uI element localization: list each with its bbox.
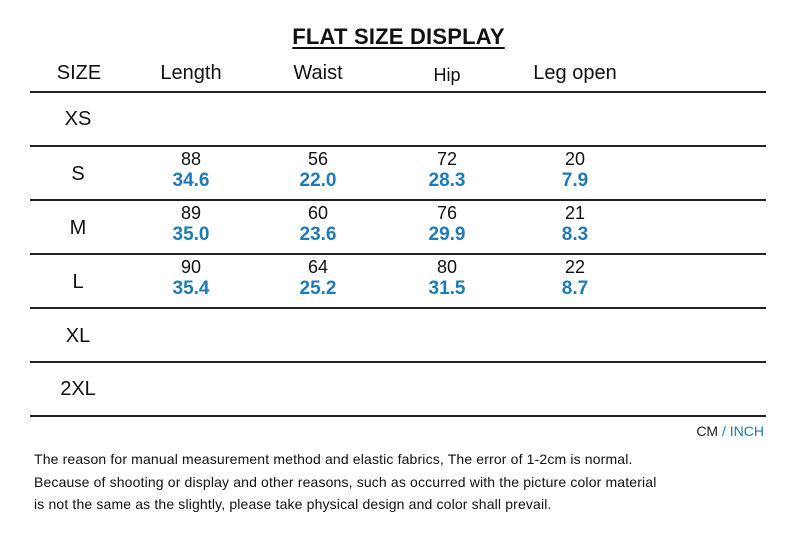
value-inch: 8.3	[561, 224, 589, 245]
cell-waist	[300, 257, 337, 300]
cell-waist	[300, 203, 337, 246]
cell-leg-open	[562, 203, 588, 246]
unit-separator: /	[718, 423, 730, 439]
column-header-size: SIZE	[56, 62, 102, 84]
cell-hip	[429, 149, 466, 192]
disclaimer-note	[34, 448, 774, 516]
value-inch: 35.4	[172, 278, 210, 299]
cell-length	[173, 149, 210, 192]
value-inch: 34.6	[172, 170, 210, 191]
cell-waist	[300, 149, 337, 192]
value-cm: 21	[564, 203, 586, 223]
unit-cm-label: CM	[696, 423, 719, 439]
value-cm: 22	[564, 257, 586, 277]
value-inch: 8.7	[561, 278, 589, 299]
size-label: XL	[65, 325, 91, 347]
chart-title: FLAT SIZE DISPLAY	[292, 24, 505, 49]
table-row-m	[30, 200, 766, 253]
value-inch: 28.3	[428, 170, 466, 191]
table-rule	[30, 415, 766, 417]
value-inch: 7.9	[561, 170, 589, 191]
size-label: S	[71, 163, 85, 185]
unit-legend	[696, 423, 764, 439]
table-row-s	[30, 146, 766, 199]
value-inch: 23.6	[299, 224, 337, 245]
value-cm: 80	[436, 257, 458, 277]
cell-hip	[429, 203, 466, 246]
cell-leg-open	[562, 149, 588, 192]
table-row-xl	[30, 308, 766, 361]
cell-length	[173, 203, 210, 246]
note-line: is not the same as the slightly, please take physical design and color shall prevail.	[34, 496, 552, 512]
value-inch: 31.5	[428, 278, 466, 299]
table-row-xs	[30, 92, 766, 145]
value-cm: 60	[307, 203, 329, 223]
cell-hip	[429, 257, 466, 300]
table-row-l	[30, 254, 766, 307]
size-label: XS	[64, 108, 92, 130]
note-line: Because of shooting or display and other reasons, such as occurred with the picture color material	[34, 473, 657, 490]
value-cm: 64	[307, 257, 329, 277]
table-row-2xl	[30, 362, 766, 415]
value-inch: 35.0	[172, 224, 210, 245]
value-cm: 76	[436, 203, 458, 223]
value-cm: 20	[564, 149, 586, 169]
value-inch: 22.0	[299, 170, 337, 191]
column-header-length: Length	[160, 62, 222, 84]
value-cm: 89	[180, 203, 202, 223]
table-header	[30, 62, 766, 92]
column-header-waist: Waist	[293, 62, 343, 84]
column-header-hip: Hip	[433, 65, 461, 85]
cell-length	[173, 257, 210, 300]
value-inch: 29.9	[428, 224, 466, 245]
value-cm: 88	[180, 149, 202, 169]
unit-inch-label: INCH	[729, 423, 764, 439]
size-label: M	[69, 217, 87, 239]
column-header-leg-open: Leg open	[533, 62, 617, 84]
size-label: L	[72, 271, 84, 293]
cell-leg-open	[562, 257, 588, 300]
value-cm: 72	[436, 149, 458, 169]
value-inch: 25.2	[299, 278, 337, 299]
value-cm: 90	[180, 257, 202, 277]
note-line: The reason for manual measurement method and elastic fabrics, The error of 1-2cm is normal.	[34, 451, 633, 467]
size-label: 2XL	[60, 378, 96, 400]
value-cm: 56	[307, 149, 329, 169]
